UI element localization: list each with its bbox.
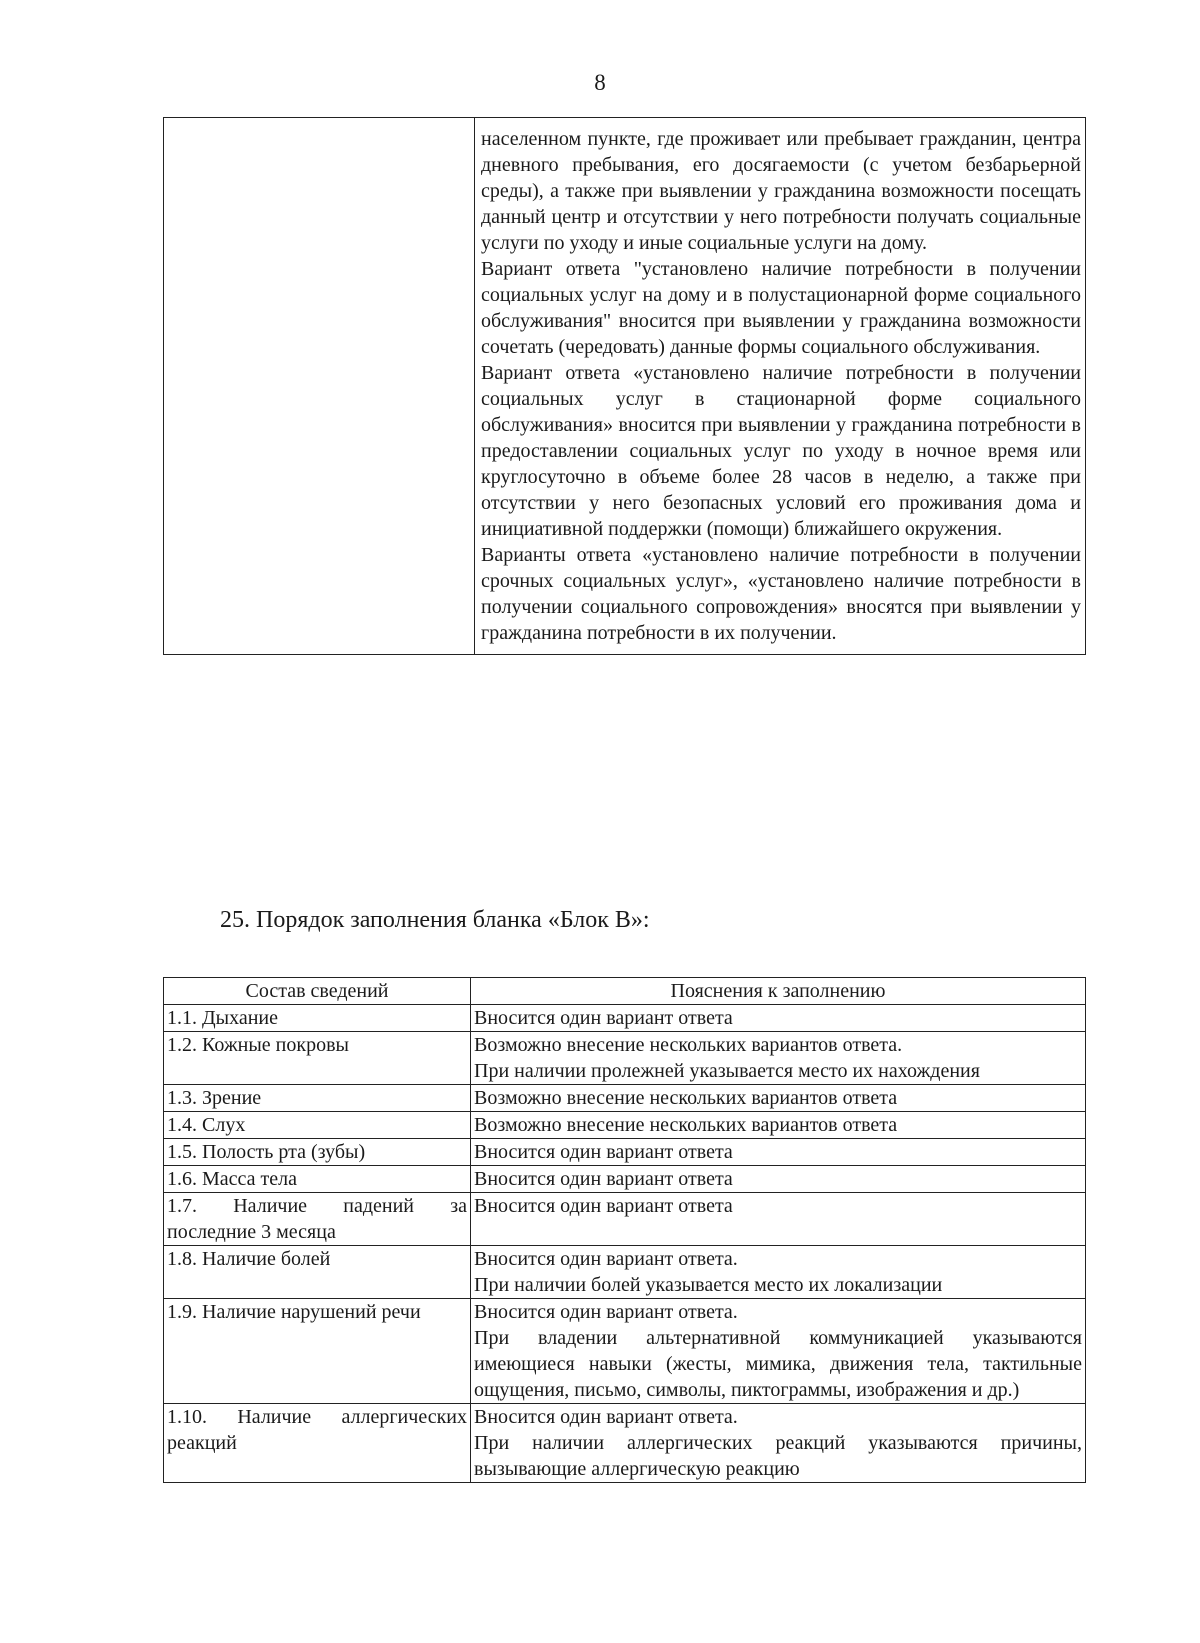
block-v-table [163,977,1086,1483]
table-row [164,1166,1086,1193]
notes-cell [471,1005,1086,1032]
item-cell: 1.1. Дыхание [164,1005,471,1032]
item-cell: 1.9. Наличие нарушений речи [164,1299,471,1404]
note: Вносится один вариант ответа [474,1168,733,1190]
note: Возможно внесение нескольких вариантов ответа [474,1114,898,1136]
table-row [164,1193,1086,1246]
notes-cell [471,1085,1086,1112]
notes-cell [471,1299,1086,1404]
note: Вносится один вариант ответа [474,1007,733,1029]
table-row [164,1299,1086,1404]
notes-cell [471,1166,1086,1193]
item-cell: 1.5. Полость рта (зубы) [164,1139,471,1166]
note: При наличии аллергических реакций указываются причины, вызывающие аллергическую реакцию [474,1432,1082,1480]
table-cell-empty [164,118,475,655]
note: Возможно внесение нескольких вариантов ответа [474,1087,898,1109]
table-row [164,1246,1086,1299]
note: Вносится один вариант ответа [474,1195,733,1217]
column-header: Пояснения к заполнению [471,978,1086,1005]
table-header-row [164,978,1086,1005]
notes-cell [471,1112,1086,1139]
paragraph: населенном пункте, где проживает или пребывает гражданин, центра дневного пребывания, его досягаемости (с учетом безбарьерной среды), а также при выявлении у гражданина возможности посещать данный центр и отсутствии у него потребности получать социальные услуги по уходу и иные социальные услуги на дому. [481,128,1081,254]
table-row [164,1032,1086,1085]
notes-cell [471,1193,1086,1246]
item-cell: 1.2. Кожные покровы [164,1032,471,1085]
table-row [164,1404,1086,1483]
section-heading: 25. Порядок заполнения бланка «Блок В»: [220,907,650,933]
item-cell: 1.3. Зрение [164,1085,471,1112]
table-cell-notes [475,118,1086,655]
paragraph: Варианты ответа «установлено наличие потребности в получении срочных социальных услуг», «установлено наличие потребности в получении социального сопровождения» вносятся при выявлении у гражданина потребности в их получении. [481,544,1081,644]
note: При наличии пролежней указывается место их нахождения [474,1060,980,1082]
note: При владении альтернативной коммуникацией указываются имеющиеся навыки (жесты, мимика, движения тела, тактильные ощущения, письмо, символы, пиктограммы, изображения и др.) [474,1327,1082,1401]
note: Вносится один вариант ответа. [474,1248,738,1270]
page-number: 8 [594,70,606,95]
table-row [164,1085,1086,1112]
paragraph: Вариант ответа "установлено наличие потребности в получении социальных услуг на дому и в полустационарной форме социального обслуживания" вносится при выявлении у гражданина возможности сочетать (чередовать) данные формы социального обслуживания. [481,258,1081,358]
note: При наличии болей указывается место их локализации [474,1274,943,1296]
notes-cell [471,1404,1086,1483]
notes-cell [471,1246,1086,1299]
table-row [164,118,1086,655]
item-cell: 1.8. Наличие болей [164,1246,471,1299]
item-cell: 1.7. Наличие падений за последние 3 месяца [164,1193,471,1246]
item-cell: 1.6. Масса тела [164,1166,471,1193]
item-cell: 1.4. Слух [164,1112,471,1139]
notes-cell [471,1139,1086,1166]
note: Вносится один вариант ответа [474,1141,733,1163]
item-cell: 1.10. Наличие аллергических реакций [164,1404,471,1483]
continuation-table [163,117,1086,655]
notes-cell [471,1032,1086,1085]
paragraph: Вариант ответа «установлено наличие потребности в получении социальных услуг в стационарной форме социального обслуживания» вносится при выявлении у гражданина потребности в предоставлении социальных услуг по уходу в ночное время или круглосуточно в объеме более 28 часов в неделю, а также при отсутствии у него безопасных условий его проживания дома и инициативной поддержки (помощи) ближайшего окружения. [481,362,1081,540]
note: Вносится один вариант ответа. [474,1301,738,1323]
table-row [164,1005,1086,1032]
note: Вносится один вариант ответа. [474,1406,738,1428]
column-header: Состав сведений [164,978,471,1005]
table-row [164,1139,1086,1166]
table-row [164,1112,1086,1139]
note: Возможно внесение нескольких вариантов ответа. [474,1034,903,1056]
